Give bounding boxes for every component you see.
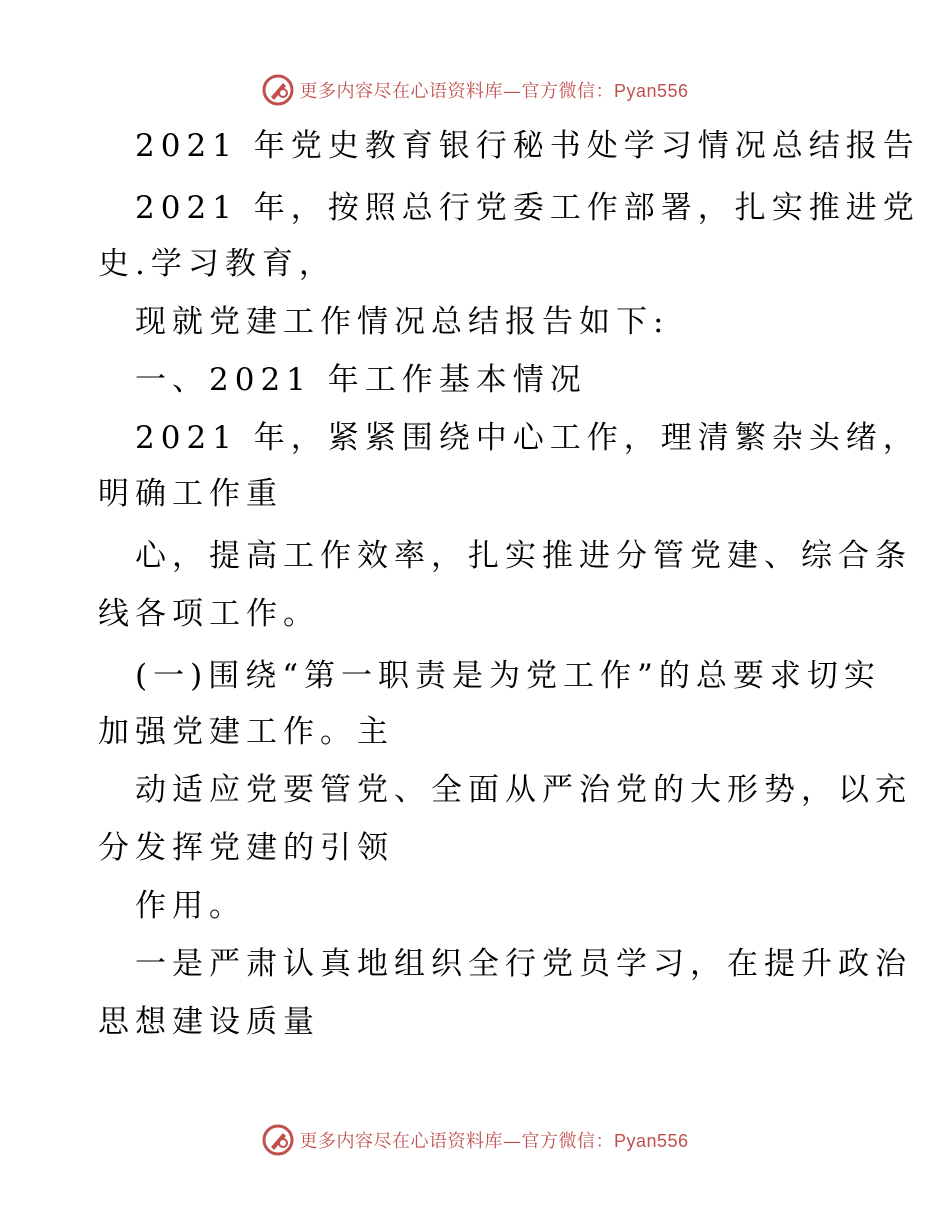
watermark-contact-label: 官方微信：: [521, 1131, 614, 1152]
footer-watermark: [0, 1122, 950, 1158]
paragraph-line: 2021 年，按照总行党委工作部署，扎实推进党: [135, 190, 920, 226]
watermark-dash: —: [502, 1131, 522, 1152]
paragraph-line: 思想建设质量: [98, 1004, 320, 1040]
subsection-heading: (一)围绕“第一职责是为党工作”的总要求切实: [135, 658, 881, 694]
watermark-contact-id: Pyan556: [613, 81, 689, 101]
watermark-site-text: 更多内容尽在心语资料库: [299, 1131, 503, 1152]
paragraph-line: 分发挥党建的引领: [98, 830, 394, 866]
watermark-contact-id: Pyan556: [613, 1131, 689, 1151]
watermark-site-text: 更多内容尽在心语资料库: [299, 81, 503, 102]
ink-pen-logo-icon: [261, 1123, 295, 1157]
paragraph-line: 现就党建工作情况总结报告如下:: [135, 304, 670, 340]
section-heading: 一、2021 年工作基本情况: [135, 362, 587, 398]
watermark-dash: —: [502, 81, 522, 102]
watermark-text: [299, 1127, 688, 1153]
paragraph-line: 线各项工作。: [98, 596, 320, 632]
paragraph-line: 加强党建工作。主: [98, 714, 394, 750]
paragraph-line: 作用。: [135, 888, 246, 924]
paragraph-line: 史.学习教育，: [98, 246, 336, 282]
paragraph-line: 心，提高工作效率，扎实推进分管党建、综合条: [135, 538, 912, 574]
paragraph-line: 一是严肃认真地组织全行党员学习，在提升政治: [135, 946, 912, 982]
document-title: 2021 年党史教育银行秘书处学习情况总结报告: [135, 128, 920, 164]
paragraph-line: 2021 年，紧紧围绕中心工作，理清繁杂头绪，: [135, 420, 920, 456]
watermark-contact-label: 官方微信：: [521, 81, 614, 102]
paragraph-line: 明确工作重: [98, 476, 283, 512]
paragraph-line: 动适应党要管党、全面从严治党的大形势，以充: [135, 772, 912, 808]
